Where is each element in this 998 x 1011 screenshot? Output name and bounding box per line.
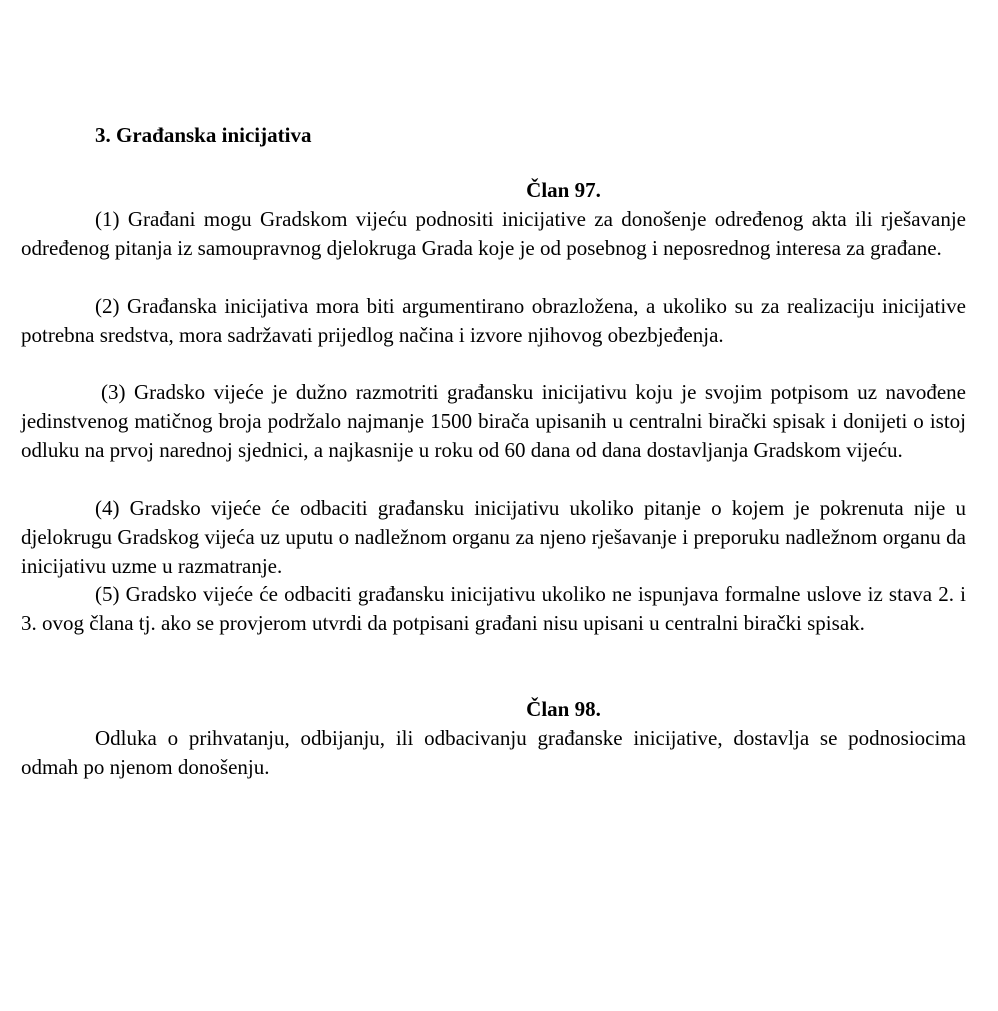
article-97-paragraph-3: (3) Gradsko vijeće je dužno razmotriti građansku inicijativu koju je svojim potpisom uz navođene jedinstvenog matičnog broja podržalo najmanje 1500 birača upisanih u centralni birački spisak i donijeti o istoj odluku na prvoj narednoj sjednici, a najkasnije u roku od 60 dana od dana dostavljanja Gradskom vijeću. bbox=[21, 380, 966, 462]
article-97-paragraph-4: (4) Gradsko vijeće će odbaciti građansku inicijativu ukoliko pitanje o kojem je pokrenuta nije u djelokrugu Gradskog vijeća uz uputu o nadležnom organu za njeno rješavanje i preporuku nadležnom organu da inicijativu uzme u razmatranje. bbox=[21, 496, 966, 578]
article-97-paragraph-1: (1) Građani mogu Gradskom vijeću podnositi inicijative za donošenje određenog akta ili rješavanje određenog pitanja iz samoupravnog djelokruga Grada koje je od posebnog i neposrednog interesa za građane. bbox=[21, 207, 966, 260]
article-98-paragraph-1: Odluka o prihvatanju, odbijanju, ili odbacivanju građanske inicijative, dostavlja se podnosiocima odmah po njenom donošenju. bbox=[21, 726, 966, 779]
article-98-title: Član 98. bbox=[526, 697, 601, 721]
section-heading: 3. Građanska inicijativa bbox=[95, 123, 312, 147]
article-97-paragraph-5: (5) Gradsko vijeće će odbaciti građansku inicijativu ukoliko ne ispunjava formalne uslove iz stava 2. i 3. ovog člana tj. ako se provjerom utvrdi da potpisani građani nisu upisani u centralni birački spisak. bbox=[21, 582, 966, 635]
article-97-title: Član 97. bbox=[526, 178, 601, 202]
article-97-paragraph-2: (2) Građanska inicijativa mora biti argumentirano obrazložena, a ukoliko su za realizaciju inicijative potrebna sredstva, mora sadržavati prijedlog načina i izvore njihovog obezbjeđenja. bbox=[21, 294, 966, 347]
